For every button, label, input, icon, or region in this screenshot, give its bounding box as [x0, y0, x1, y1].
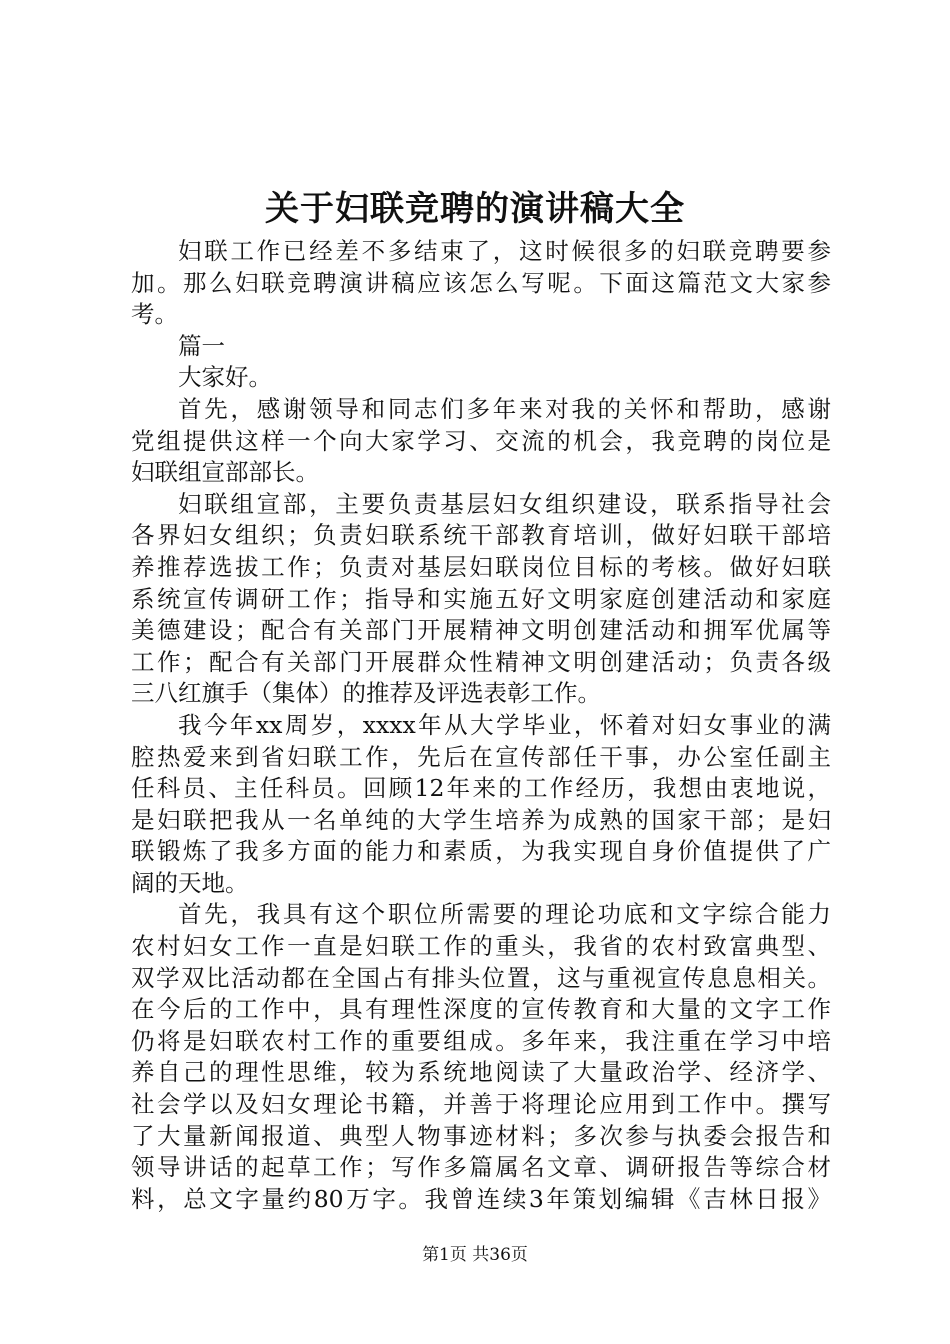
- text-line: 阔的天地。: [131, 868, 249, 897]
- text-line: 美德建设；配合有关部门开展精神文明创建活动和拥军优属等: [131, 616, 831, 645]
- text-line: 加。那么妇联竞聘演讲稿应该怎么写呢。下面这篇范文大家参: [131, 268, 831, 297]
- text-line: 仍将是妇联农村工作的重要组成。多年来，我注重在学习中培: [131, 1026, 831, 1055]
- text-line: 妇联组宣部，主要负责基层妇女组织建设，联系指导社会: [178, 489, 831, 518]
- page-number: 第1页 共36页: [422, 1245, 528, 1265]
- text-line: 社会学以及妇女理论书籍，并善于将理论应用到工作中。撰写: [131, 1090, 831, 1119]
- text-line: 妇联组宣部部长。: [131, 458, 319, 487]
- text-line: 腔热爱来到省妇联工作，先后在宣传部任干事，办公室任副主: [131, 742, 831, 771]
- text-line: 料，总文字量约80万字。我曾连续3年策划编辑《吉林日报》: [131, 1184, 831, 1213]
- text-line: 联锻炼了我多方面的能力和素质，为我实现自身价值提供了广: [131, 837, 831, 866]
- text-line: 我今年xx周岁，xxxx年从大学毕业，怀着对妇女事业的满: [178, 710, 831, 739]
- text-line: 大家好。: [178, 363, 272, 392]
- text-line: 三八红旗手（集体）的推荐及评选表彰工作。: [131, 679, 601, 708]
- text-line: 妇联工作已经差不多结束了，这时候很多的妇联竞聘要参: [178, 237, 831, 265]
- text-line: 工作；配合有关部门开展群众性精神文明创建活动；负责各级: [131, 647, 831, 676]
- text-line: 领导讲话的起草工作；写作多篇属名文章、调研报告等综合材: [131, 1153, 831, 1182]
- text-line: 双学双比活动都在全国占有排头位置，这与重视宣传息息相关。: [131, 963, 831, 992]
- text-line: 党组提供这样一个向大家学习、交流的机会，我竞聘的岗位是: [131, 426, 831, 455]
- text-line: 系统宣传调研工作；指导和实施五好文明家庭创建活动和家庭: [131, 584, 831, 613]
- text-line: 是妇联把我从一名单纯的大学生培养为成熟的国家干部；是妇: [131, 805, 831, 834]
- text-line: 首先，我具有这个职位所需要的理论功底和文字综合能力: [178, 900, 831, 929]
- text-line: 农村妇女工作一直是妇联工作的重头，我省的农村致富典型、: [131, 932, 831, 961]
- text-line: 任科员、主任科员。回顾12年来的工作经历，我想由衷地说，: [131, 774, 831, 803]
- text-line: 养自己的理性思维，较为系统地阅读了大量政治学、经济学、: [131, 1058, 831, 1087]
- document-title: 关于妇联竞聘的演讲稿大全: [265, 189, 685, 229]
- text-line: 篇一: [178, 331, 225, 360]
- text-line: 各界妇女组织；负责妇联系统干部教育培训，做好妇联干部培: [131, 521, 831, 550]
- text-line: 考。: [131, 300, 178, 329]
- document-body: [131, 236, 831, 1215]
- text-line: 养推荐选拔工作；负责对基层妇联岗位目标的考核。做好妇联: [131, 552, 831, 581]
- text-line: 了大量新闻报道、典型人物事迹材料；多次参与执委会报告和: [131, 1121, 831, 1150]
- text-line: 首先，感谢领导和同志们多年来对我的关怀和帮助，感谢: [178, 394, 831, 423]
- text-line: 在今后的工作中，具有理性深度的宣传教育和大量的文字工作: [131, 995, 831, 1024]
